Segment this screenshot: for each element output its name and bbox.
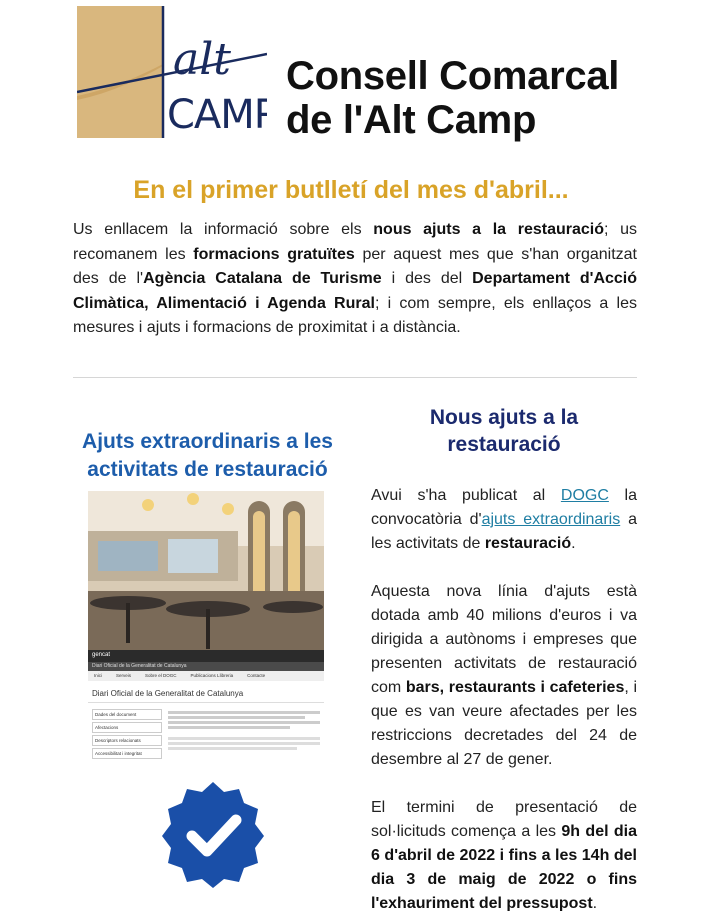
restaurant-photo: [88, 491, 324, 651]
dogc-nav-item: Inici: [94, 673, 103, 678]
organization-name: [286, 54, 619, 142]
article-text: .: [592, 895, 598, 911]
dogc-heading: Diari Oficial de la Generalitat de Catalunya: [88, 681, 324, 703]
dogc-sidebar: [92, 709, 162, 759]
intro-bold: Agència Catalana de Turisme: [143, 270, 382, 287]
article-body: [371, 484, 637, 911]
logo-camp-text: CAMP: [167, 92, 267, 138]
article-column: [371, 404, 637, 911]
intro-bold: Departament d'Acció Climàtica, Alimentació i Agenda Rural: [73, 270, 638, 312]
dogc-document-lines: [168, 709, 320, 759]
dogc-side-item: Dades del document: [92, 709, 162, 720]
alt-camp-logo: [77, 6, 267, 138]
dogc-nav-item: Publicacions Llibreria: [190, 673, 234, 678]
dogc-nav-item: Contacte: [247, 673, 266, 678]
intro-text: per aquest mes que s'han organitzat des de l': [73, 245, 637, 287]
article-bold: bars, restaurants i cafeteries: [405, 679, 625, 696]
newsletter-headline: En el primer butlletí del mes d'abril...: [133, 176, 569, 204]
ajuts-extraordinaris-link[interactable]: ajuts extraordinaris: [481, 511, 621, 528]
dogc-nav: [88, 671, 324, 681]
intro-bold: formacions gratuïtes: [193, 245, 355, 263]
article-bold: 9h del dia 6 d'abril de 2022 i fins a les 14h del dia 3 de maig de 2022 o fins l'exhauriment del pressupost: [371, 823, 638, 911]
dogc-nav-item: Serveis: [116, 673, 132, 678]
article-text: .: [571, 535, 576, 552]
intro-text: i des del: [381, 270, 473, 287]
article-text: a les activitats de: [371, 511, 637, 552]
intro-bold: nous ajuts a la restauració: [373, 221, 604, 238]
dogc-brand: gencat: [88, 650, 324, 662]
intro-text: Us enllacem la informació sobre els: [73, 221, 374, 238]
dogc-side-item: Accessibilitat i integritat: [92, 748, 162, 759]
article-title: Nous ajuts a la restauració: [429, 406, 579, 456]
dogc-side-item: Afectacions: [92, 722, 162, 733]
article-paragraph: [371, 484, 637, 556]
article-paragraph: [371, 580, 637, 772]
article-text: , i que es van veure afectades per les restriccions decretades del 24 de desembre al 27 de gener.: [371, 679, 638, 768]
dogc-website-screenshot: [88, 650, 324, 782]
article-paragraph: [371, 796, 637, 911]
intro-paragraph: [73, 218, 637, 341]
intro-text: ; i com sempre, els enllaços a les mesures i ajuts i formacions de proximitat i a distància.: [73, 294, 637, 336]
dogc-bar: Diari Oficial de la Generalitat de Catalunya: [88, 662, 324, 671]
article-text: Avui s'ha publicat al: [371, 487, 561, 504]
article-text: El termini de presentació de sol·licituds comença a les: [371, 799, 637, 840]
section-divider: [73, 377, 637, 378]
verified-check-icon: [158, 778, 268, 888]
dogc-link[interactable]: DOGC: [560, 487, 609, 504]
org-name-line2: de l'Alt Camp: [286, 98, 537, 142]
article-text: Aquesta nova línia d'ajuts està dotada amb 40 milions d'euros i va dirigida a autònoms i empreses que presenten activitats de restauració com: [371, 583, 637, 696]
promo-image[interactable]: [80, 428, 335, 911]
logo-alt-text: alt: [173, 34, 231, 85]
promo-title: Ajuts extraordinaris a les activitats de restauració: [82, 430, 333, 481]
article-text: la convocatòria d': [371, 487, 637, 528]
alt-camp-logo-mark: [77, 6, 267, 138]
intro-text: ; us recomanem les: [73, 221, 638, 263]
org-name-line1: Consell Comarcal: [286, 54, 620, 98]
article-bold: restauració: [484, 535, 572, 552]
dogc-nav-item: Sobre el DOGC: [145, 673, 177, 678]
dogc-side-item: Descriptors relacionats: [92, 735, 162, 746]
